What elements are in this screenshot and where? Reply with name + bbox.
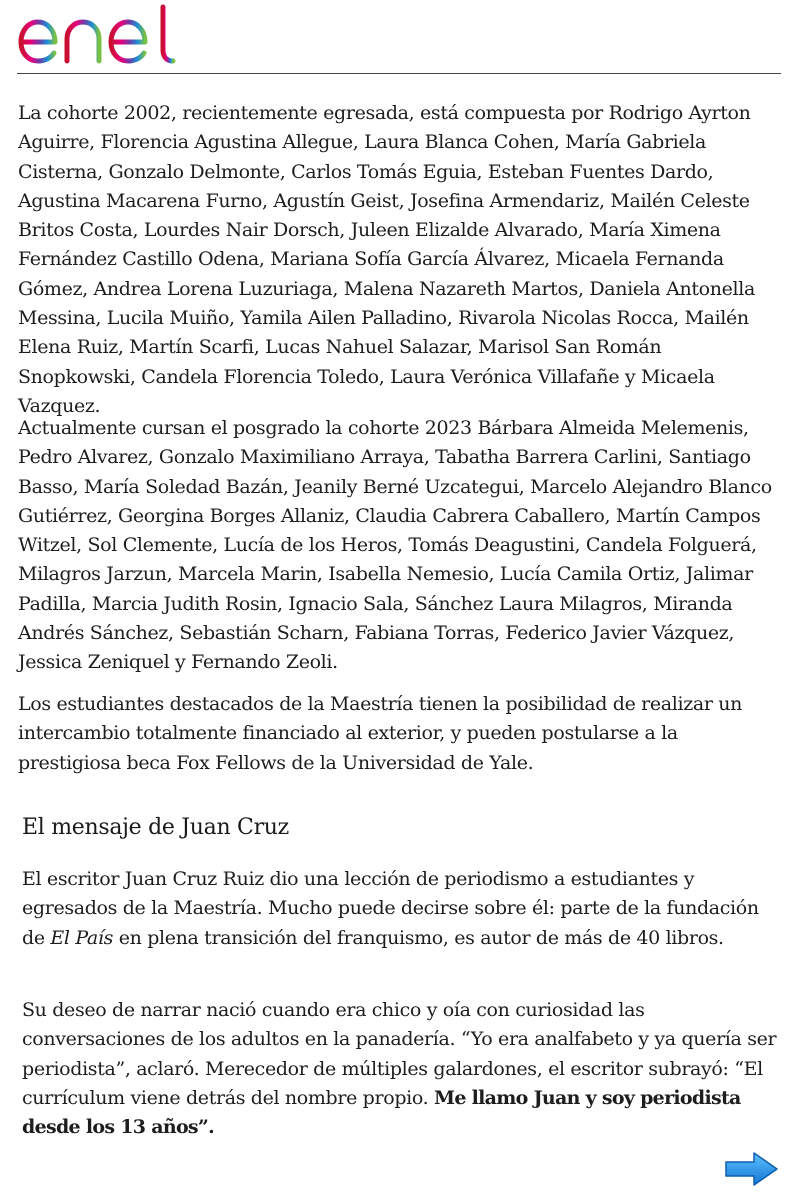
paragraph-juan-cruz-intro — [22, 865, 782, 953]
logo-text: enel — [17, 4, 20, 5]
quote-highlight: Me llamo Juan y soy periodista desde los 13 años”. — [22, 1086, 741, 1139]
paragraph-exchange: Los estudiantes destacados de la Maestría tienen la posibilidad de realizar un intercambio totalmente financiado al exterior, y pueden postularse a la prestigiosa beca Fox Fellows de la Universidad de Yale. — [18, 693, 743, 774]
paragraph-juan-cruz-quote — [22, 996, 782, 1142]
next-page-button[interactable] — [724, 1150, 780, 1188]
intro-text-end: en plena transición del franquismo, es autor de más de 40 libros. — [113, 926, 724, 949]
header-divider — [17, 73, 781, 74]
section-heading: El mensaje de Juan Cruz — [22, 815, 289, 840]
arrow-right-icon — [724, 1150, 780, 1188]
enel-logo[interactable] — [17, 4, 181, 66]
page-header — [0, 0, 800, 76]
intro-text: El escritor Juan Cruz Ruiz dio una lección de periodismo a estudiantes y egresados de la Maestría. Mucho puede decirse sobre él: parte de la fundación de — [22, 868, 759, 949]
newspaper-name: El País — [50, 926, 114, 949]
paragraph-cohort-2002: La cohorte 2002, recientemente egresada, está compuesta por Rodrigo Ayrton Aguirre, Florencia Agustina Allegue, Laura Blanca Cohen, María Gabriela Cisterna, Gonzalo Delmonte, Carlos Tomás Eguia, Esteban Fuentes Dardo, Agustina Macarena Furno, Agustín Geist, Josefina Armendariz, Mailén Celeste Britos Costa, Lourdes Nair Dorsch, Juleen Elizalde Alvarado, María Ximena Fernández Castillo Odena, Mariana Sofía García Álvarez, Micaela Fernanda Gómez, Andrea Lorena Luzuriaga, Malena Nazareth Martos, Daniela Antonella Messina, Lucila Muiño, Yamila Ailen Palladino, Rivarola Nicolas Rocca, Mailén Elena Ruiz, Martín Scarfi, Lucas Nahuel Salazar, Marisol San Román Snopkowski, Candela Florencia Toledo, Laura Verónica Villafañe y Micaela Vazquez. — [18, 102, 755, 417]
paragraph-cohort-2023: Actualmente cursan el posgrado la cohorte 2023 Bárbara Almeida Melemenis, Pedro Alvarez, Gonzalo Maximiliano Arraya, Tabatha Barrera Carlini, Santiago Basso, María Soledad Bazán, Jeanily Berné Uzcategui, Marcelo Alejandro Blanco Gutiérrez, Georgina Borges Allaniz, Claudia Cabrera Caballero, Martín Campos Witzel, Sol Clemente, Lucía de los Heros, Tomás Deagustini, Candela Folguerá, Milagros Jarzun, Marcela Marin, Isabella Nemesio, Lucía Camila Ortiz, Jalimar Padilla, Marcia Judith Rosin, Ignacio Sala, Sánchez Laura Milagros, Miranda Andrés Sánchez, Sebastián Scharn, Fabiana Torras, Federico Javier Vázquez, Jessica Zeniquel y Fernando Zeoli. — [18, 417, 772, 674]
quote-text: Su deseo de narrar nació cuando era chico y oía con curiosidad las conversaciones de los adultos en la panadería. “Yo era analfabeto y ya quería ser periodista”, aclaró. Merecedor de múltiples galardones, el escritor subrayó: “El currículum viene detrás del nombre propio. — [22, 999, 777, 1109]
